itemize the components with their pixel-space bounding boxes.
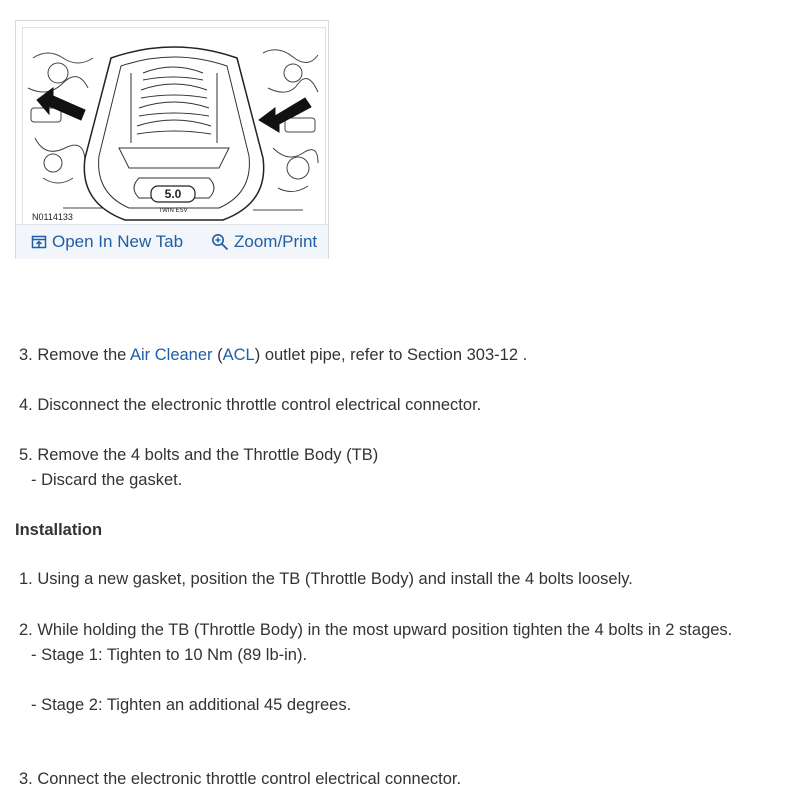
zoom-print-label: Zoom/Print xyxy=(234,232,318,251)
removal-step-5-substep: - Discard the gasket. xyxy=(31,471,183,489)
installation-step-2: 2. While holding the TB (Throttle Body) in the most upward position tighten the 4 bolts in 2 stages. xyxy=(19,621,733,639)
step-number: 3. xyxy=(19,346,38,364)
cover-sub-text: TWIN ESV xyxy=(158,208,188,214)
step-text: ( xyxy=(212,346,223,364)
removal-step-3 xyxy=(19,346,527,365)
figure-reference-code: N0114133 xyxy=(32,212,73,222)
zoom-magnifier-icon xyxy=(211,233,229,251)
engine-illustration[interactable] xyxy=(22,27,326,225)
installation-step-1: 1. Using a new gasket, position the TB (Throttle Body) and install the 4 bolts loosely. xyxy=(19,570,633,588)
installation-step-3: 3. Connect the electronic throttle control electrical connector. xyxy=(19,770,462,788)
step-text: ) outlet pipe, refer to Section 303-12 . xyxy=(254,346,528,364)
open-in-new-tab-label: Open In New Tab xyxy=(52,232,184,251)
installation-heading: Installation xyxy=(15,521,103,539)
removal-step-4: 4. Disconnect the electronic throttle control electrical connector. xyxy=(19,396,482,414)
cover-badge-text: 5.0 xyxy=(164,187,182,201)
open-in-new-tab-icon xyxy=(31,234,47,250)
engine-line-drawing xyxy=(23,28,325,224)
installation-step-2-stage-2: - Stage 2: Tighten an additional 45 degrees. xyxy=(31,696,352,714)
step-text: Remove the xyxy=(37,346,130,364)
zoom-print-link[interactable] xyxy=(211,232,317,252)
air-cleaner-link[interactable]: Air Cleaner xyxy=(130,346,213,364)
removal-step-5: 5. Remove the 4 bolts and the Throttle Body (TB) xyxy=(19,446,379,464)
open-in-new-tab-link[interactable] xyxy=(31,232,183,252)
figure-action-bar xyxy=(16,224,328,259)
installation-step-2-stage-1: - Stage 1: Tighten to 10 Nm (89 lb-in). xyxy=(31,646,308,664)
acl-link[interactable]: ACL xyxy=(222,346,255,364)
figure-card xyxy=(15,20,329,259)
